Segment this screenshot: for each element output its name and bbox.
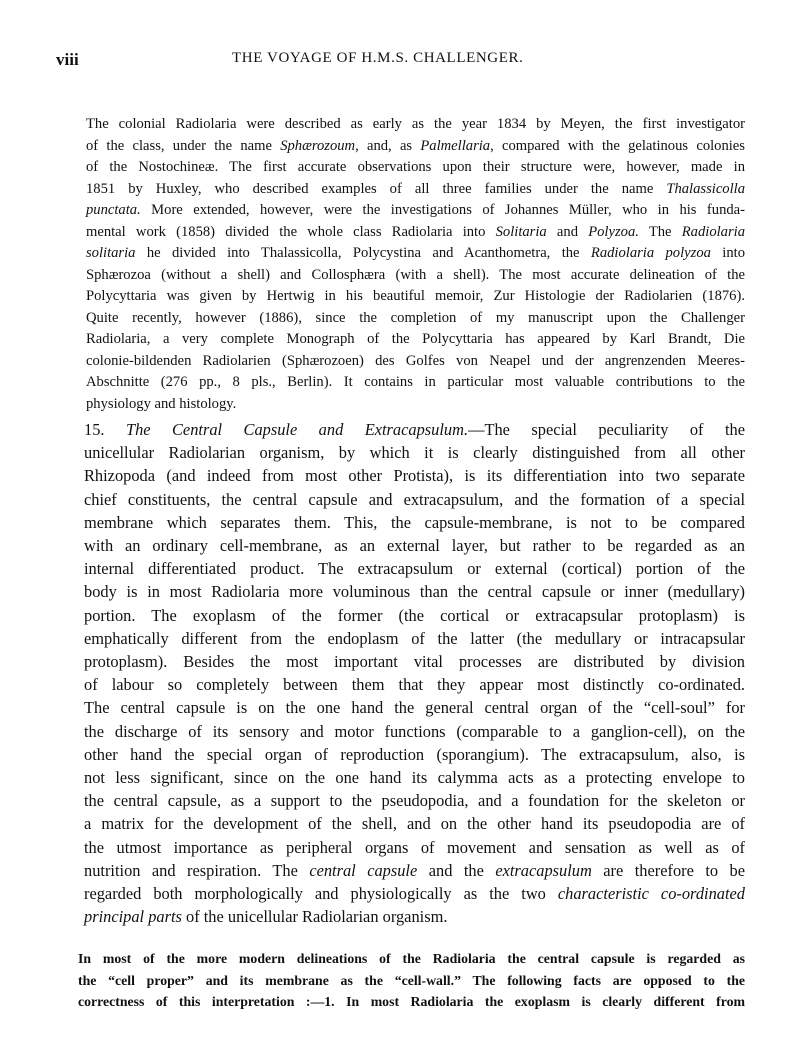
text-line: the discharge of its sensory and motor functions (comparable to a ganglion-cell), on the: [84, 721, 745, 741]
text-line: emphatically different from the endoplasm of the latter (the medullary or intracapsular: [84, 628, 745, 648]
text-line: Abschnitte (276 pp., 8 pls., Berlin). It contains in particular most valuable contributions to the: [86, 374, 745, 390]
text-line: not less significant, since on the one hand its calymma acts as a protecting envelope to: [84, 768, 745, 788]
running-title: THE VOYAGE OF H.M.S. CHALLENGER.: [232, 50, 524, 66]
text-line: portion. The exoplasm of the former (the cortical or extracapsular protoplasm) is: [84, 605, 745, 625]
text-line: Polycyttaria was given by Hertwig in his beautiful memoir, Zur Histologie der Radiolarien (1876).: [86, 288, 745, 304]
text-line: principal parts of the unicellular Radiolarian organism.: [84, 907, 448, 927]
text-line: Radiolaria, a very complete Monograph of the Polycyttaria has appeared by Karl Brandt, Die: [86, 331, 745, 347]
text-line: 1851 by Huxley, who described examples of all three families under the name Thalassicolla: [86, 180, 745, 197]
text-line: with an ordinary cell-membrane, as an external layer, but rather to be regarded as an: [84, 536, 745, 556]
text-line: solitaria he divided into Thalassicolla, Polycystina and Acanthometra, the Radiolaria polyzoa into: [86, 245, 745, 261]
text-line: the “cell proper” and its membrane as the “cell-wall.” The following facts are opposed to the: [78, 972, 745, 988]
paragraph-colonial-radiolaria: [56, 114, 745, 415]
text-line: correctness of this interpretation :—1. In most Radiolaria the exoplasm is clearly different from: [78, 994, 745, 1009]
text-line: The colonial Radiolaria were described as early as the year 1834 by Meyen, the first investigator: [86, 116, 745, 132]
text-line: nutrition and respiration. The central capsule and the extracapsulum are therefore to be: [84, 860, 746, 880]
text-line: chief constituents, the central capsule and extracapsulum, and the formation of a special: [84, 489, 745, 509]
text-line: other hand the special organ of reproduction (sporangium). The extracapsulum, also, is: [84, 744, 745, 764]
text-line: membrane which separates them. This, the capsule-membrane, is not to be compared: [84, 512, 745, 532]
page-number: viii: [56, 50, 79, 69]
text-line: colonie-bildenden Radiolarien (Sphærozoen) des Golfes von Neapel und der angrenzenden Meeres-: [86, 352, 745, 369]
text-line: Sphærozoa (without a shell) and Collosphæra (with a shell). The most accurate delineation of the: [86, 266, 745, 283]
text-line: unicellular Radiolarian organism, by which it is clearly distinguished from all other: [84, 443, 745, 463]
section-number: 15.: [84, 420, 105, 439]
section-15-central-capsule: [56, 418, 745, 928]
text-line: a matrix for the development of the shell, and on the other hand its pseudopodia are of: [84, 814, 745, 834]
text-line: of the class, under the name Sphærozoum, and, as Palmellaria, compared with the gelatinous colonies: [86, 137, 745, 154]
text-line: physiology and histology.: [86, 395, 237, 412]
text-line: punctata. More extended, however, were the investigations of Johannes Müller, who in his funda-: [86, 202, 745, 218]
text-line: The central capsule is on the one hand the general central organ of the “cell-soul” for: [84, 698, 745, 718]
section-title: The Central Capsule and Extracapsulum.: [125, 420, 469, 439]
section-heading-line: 15. The Central Capsule and Extracapsulum.—The special peculiarity of the: [84, 420, 745, 439]
page-header: [56, 50, 760, 74]
text-line: protoplasm). Besides the most important vital processes are distributed by division: [84, 652, 745, 672]
text-line: internal differentiated product. The extracapsulum or external (cortical) portion of the: [84, 559, 745, 579]
text-line: of the Nostochineæ. The first accurate observations upon their structure were, however, made in: [86, 159, 745, 175]
text-line: body is in most Radiolaria more voluminous than the central capsule or inner (medullary): [84, 582, 745, 602]
paragraph-cell-interpretation: [56, 948, 745, 1013]
text-line: Rhizopoda (and indeed from most other Protista), is its differentiation into two separate: [84, 466, 745, 486]
text-line: Quite recently, however (1886), since the completion of my manuscript upon the Challenger: [86, 309, 745, 326]
text-line: mental work (1858) divided the whole class Radiolaria into Solitaria and Polyzoa. The Radiolaria: [86, 223, 745, 240]
text-line: the utmost importance as peripheral organs of movement and sensation as well as of: [84, 837, 745, 857]
text-line: of labour so completely between them that they appear most distinctly co-ordinated.: [84, 675, 745, 695]
text-line: regarded both morphologically and physiologically as the two characteristic co-ordinated: [84, 884, 745, 904]
text-line: the central capsule, as a support to the pseudopodia, and a foundation for the skeleton or: [84, 791, 745, 811]
text-line: In most of the more modern delineations of the Radiolaria the central capsule is regarded as: [78, 951, 745, 966]
